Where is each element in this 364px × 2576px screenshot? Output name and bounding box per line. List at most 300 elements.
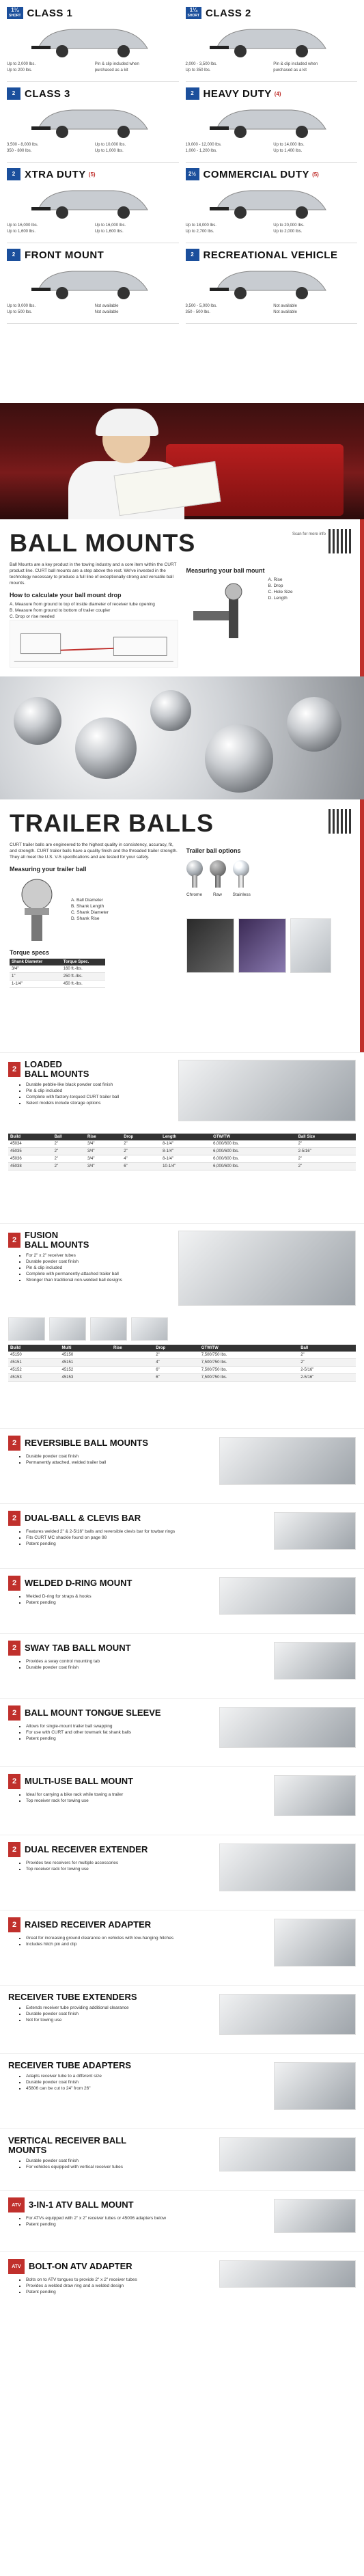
class-title: FRONT MOUNT — [25, 249, 104, 261]
feature-list — [26, 2073, 190, 2092]
receiver-size-badge: 2 — [8, 1062, 20, 1077]
feature-item: ▪ Top receiver rack for towing use — [26, 1798, 190, 1804]
drop-step-c: C. Drop or rise needed — [10, 614, 55, 619]
vehicle-icon — [203, 21, 339, 61]
spec-text: Not available — [273, 310, 297, 314]
spec-text: Pin & clip included when — [273, 62, 318, 66]
product-title: WELDED D-RING MOUNT — [25, 1578, 132, 1588]
hitch-class-card — [7, 247, 179, 324]
table-header: Build — [8, 1345, 60, 1352]
feature-list — [26, 1593, 190, 1606]
table-cell: 2-5/16" — [298, 1367, 356, 1374]
spec-text: purchased as a kit — [273, 68, 307, 72]
spec-text: 1,000 - 1,200 lbs. — [185, 149, 217, 153]
trailer-ball-diagram-icon — [10, 875, 64, 944]
class-title: RECREATIONAL VEHICLE — [203, 249, 338, 261]
feature-item: ▪ For ATVs equipped with 2" x 2" receiver tubes or 45006 adapters below — [26, 2215, 190, 2221]
class-title: CLASS 2 — [206, 7, 251, 19]
feature-item: ▪ Provides two receivers for multiple accessories — [26, 1860, 190, 1866]
product-photo — [219, 1707, 356, 1748]
table-cell — [111, 1367, 154, 1374]
hitch-class-card — [186, 247, 358, 324]
measure-mount-heading: Measuring your ball mount — [186, 567, 265, 574]
product-photo — [219, 1577, 356, 1615]
class-specs — [186, 142, 358, 154]
ball-packaging-photos — [186, 918, 355, 973]
class-subtitle: (5) — [312, 171, 319, 178]
trailer-balls-intro: CURT trailer balls are engineered to the highest quality in consistency, accuracy, fit, and strength. CURT trailer balls have a quality finish and the threaded trailer strength. They all meet the U.S. V-5 specifications and are tested for your safety. — [10, 842, 178, 860]
table-cell: 2" — [296, 1163, 356, 1170]
spec-text: Up to 500 lbs. — [7, 310, 33, 314]
table-row — [8, 1352, 356, 1359]
table-row — [10, 981, 105, 988]
feature-list — [26, 1453, 190, 1466]
spec-text: Up to 20,000 lbs. — [273, 223, 305, 228]
feature-item: ▪ Durable powder coat finish — [26, 2158, 190, 2164]
measure-key-b: B. Drop — [268, 584, 283, 588]
product-title: DUAL-BALL & CLEVIS BAR — [25, 1513, 141, 1523]
ball-option — [210, 860, 226, 898]
qr-code-icon[interactable] — [328, 809, 353, 834]
chrome-ball — [150, 690, 191, 731]
table-cell: 3/4" — [85, 1155, 122, 1163]
product-photo — [274, 1919, 356, 1967]
product-thumb — [90, 1317, 127, 1341]
raw-ball-icon — [210, 860, 226, 877]
feature-list — [26, 2277, 190, 2295]
product-photo — [219, 2137, 356, 2171]
product-title: VERTICAL RECEIVER BALL MOUNTS — [8, 2135, 126, 2155]
badge-size: 2½ — [188, 171, 197, 177]
vehicle-hitch-image — [186, 20, 358, 61]
class-title: HEAVY DUTY — [203, 87, 272, 100]
torque-header: Shank Diameter — [10, 959, 61, 965]
receiver-size-badge: 2 — [8, 1917, 20, 1932]
badge-size: 2 — [191, 90, 194, 96]
fusion-thumbs — [8, 1317, 356, 1341]
receiver-size-badge: 2 — [8, 1576, 20, 1591]
spec-text: Up to 1,600 lbs. — [7, 230, 36, 234]
product-photo — [219, 1844, 356, 1891]
feature-item: ▪ Includes hitch pin and clip — [26, 1941, 190, 1947]
ball-key-b: B. Shank Length — [71, 904, 104, 909]
table-cell: 250 ft.-lbs. — [61, 973, 105, 981]
product-section — [0, 2128, 364, 2190]
ball-mounts-title: BALL MOUNTS — [10, 529, 196, 557]
table-cell: 2" — [122, 1148, 160, 1155]
product-title: RECEIVER TUBE ADAPTERS — [8, 2060, 132, 2070]
product-section — [0, 1985, 364, 2053]
badge-sub: SHORT — [9, 14, 21, 18]
table-cell: 2" — [122, 1140, 160, 1148]
trailer-balls-section — [0, 799, 364, 1052]
product-photo — [219, 1994, 356, 2035]
product-section — [0, 1428, 364, 1503]
ball-option-label: Chrome — [186, 892, 203, 897]
fusion-spec-table — [8, 1345, 356, 1382]
feature-item: ▪ Durable powder coat finish — [26, 2011, 190, 2017]
product-title: RECEIVER TUBE EXTENDERS — [8, 1992, 137, 2002]
table-cell: 2" — [296, 1155, 356, 1163]
hitch-class-card — [7, 86, 179, 163]
receiver-size-badge — [7, 168, 20, 180]
class-title: COMMERCIAL DUTY — [203, 168, 310, 180]
receiver-size-badge: ATV — [8, 2259, 25, 2274]
section-edge-tab — [360, 799, 364, 1052]
feature-list — [26, 1723, 190, 1742]
table-header: Ball Size — [296, 1134, 356, 1140]
receiver-size-badge: ATV — [8, 2197, 25, 2212]
table-cell: 6,000/600 lbs. — [211, 1155, 296, 1163]
receiver-size-badge: 2 — [8, 1511, 20, 1526]
table-cell: 2" — [298, 1359, 356, 1367]
spec-text: 350 - 800 lbs. — [7, 149, 32, 153]
feature-item: ▪ Extends receiver tube providing additional clearance — [26, 2005, 190, 2011]
badge-size: 2 — [12, 171, 16, 177]
hitch-class-card — [186, 86, 358, 163]
torque-header: Torque Spec. — [61, 959, 105, 965]
chrome-ball — [205, 724, 273, 793]
table-cell: 160 ft.-lbs. — [61, 965, 105, 973]
ball-mounts-intro-text: Ball Mounts are a key product in the towing industry and a core item within the CURT product line. CURT ball mounts are a step above the rest. We've invested in the technology necessary to produce a full line of exceptionally strong and versatile ball mounts. — [10, 562, 177, 586]
table-cell: 3/4" — [85, 1140, 122, 1148]
table-header: Ball — [53, 1134, 85, 1140]
hitch-class-card — [7, 167, 179, 243]
loaded-spec-table — [8, 1134, 356, 1170]
chrome-ball — [287, 697, 341, 752]
feature-list — [26, 2158, 190, 2170]
table-header: GTW/TW — [211, 1134, 296, 1140]
feature-item: ▪ For use with CURT and other towmark fat shank balls — [26, 1729, 190, 1736]
feature-list — [26, 2005, 190, 2023]
spec-text: Up to 200 lbs. — [7, 68, 33, 72]
spec-text: Up to 10,000 lbs. — [94, 143, 126, 147]
receiver-size-badge — [186, 249, 199, 261]
product-title: REVERSIBLE BALL MOUNTS — [25, 1438, 149, 1448]
vehicle-hitch-image — [7, 262, 179, 303]
table-row — [8, 1148, 356, 1155]
feature-list — [26, 1529, 190, 1547]
feature-item: ▪ 45806 can be cut to 24" from 26" — [26, 2085, 190, 2092]
hero-photo — [0, 403, 364, 519]
feature-item: ▪ Fits CURT MC shackle found on page 98 — [26, 1535, 190, 1541]
feature-item: ▪ Complete with factory-torqued CURT trailer ball — [26, 1094, 356, 1100]
table-row — [10, 965, 105, 973]
spec-text: Up to 1,000 lbs. — [94, 149, 124, 153]
table-cell: 3/4" — [85, 1163, 122, 1170]
feature-list — [26, 1935, 190, 1947]
product-photo — [219, 1437, 356, 1485]
ball-option — [186, 860, 203, 898]
feature-item: ▪ Stronger than traditional non-welded ball designs — [26, 1277, 356, 1283]
table-row — [8, 1359, 356, 1367]
hitch-classes-grid — [0, 0, 364, 403]
product-section — [0, 2190, 364, 2251]
class-specs — [7, 61, 179, 74]
product-title: FUSION — [25, 1230, 59, 1240]
spec-text: Up to 1,600 lbs. — [94, 230, 124, 234]
table-cell: 6,000/600 lbs. — [211, 1140, 296, 1148]
table-header: Rise — [85, 1134, 122, 1140]
table-cell: 45034 — [8, 1140, 53, 1148]
spec-text: Up to 16,000 lbs. — [94, 223, 126, 228]
table-cell: 45151 — [60, 1359, 112, 1367]
measure-key-d: D. Length — [268, 596, 288, 601]
table-cell: 8-1/4" — [160, 1148, 211, 1155]
table-cell: 4" — [154, 1359, 199, 1367]
product-photo — [274, 2062, 356, 2110]
badge-size: 2 — [12, 251, 16, 258]
product-title: MULTI-USE BALL MOUNT — [25, 1776, 134, 1786]
hitch-class-card — [186, 5, 358, 82]
table-cell: 45150 — [60, 1352, 112, 1359]
table-cell: 3/4" — [85, 1148, 122, 1155]
vehicle-hitch-image — [7, 101, 179, 142]
spec-text: 10,000 - 12,000 lbs. — [185, 143, 222, 147]
table-header: GTW/TW — [199, 1345, 298, 1352]
fusion-ball-mounts — [0, 1223, 364, 1428]
product-title: 3-IN-1 ATV BALL MOUNT — [29, 2200, 134, 2210]
feature-item: ▪ For 2" x 2" receiver tubes — [26, 1252, 356, 1259]
product-section — [0, 1910, 364, 1985]
product-photo — [219, 2260, 356, 2288]
table-cell: 45153 — [8, 1374, 60, 1382]
table-cell: 2" — [53, 1148, 85, 1155]
feature-item: ▪ Complete with permanently-attached trailer ball — [26, 1271, 356, 1277]
spec-text: Up to 18,000 lbs. — [185, 223, 216, 228]
product-thumb — [49, 1317, 86, 1341]
receiver-size-badge — [7, 249, 20, 261]
feature-item: ▪ Durable powder coat finish — [26, 1664, 190, 1671]
product-section — [0, 1568, 364, 1633]
table-cell: 450 ft.-lbs. — [61, 981, 105, 988]
class-title: CLASS 3 — [25, 87, 70, 100]
chrome-ball — [75, 717, 137, 779]
table-cell: 2-5/16" — [298, 1374, 356, 1382]
ball-option-label: Raw — [212, 892, 222, 897]
product-section — [0, 1503, 364, 1568]
receiver-size-badge — [7, 7, 23, 19]
table-cell: 45150 — [8, 1352, 60, 1359]
table-cell: 7,500/750 lbs. — [199, 1374, 298, 1382]
product-title: LOADED — [25, 1059, 62, 1069]
spec-text: Up to 16,000 lbs. — [7, 223, 38, 228]
truck-trailer-diagram-icon — [10, 620, 178, 667]
feature-item: ▪ Select models include storage options — [26, 1100, 356, 1106]
badge-size: 1¼ — [189, 7, 197, 13]
drop-diagram — [10, 620, 178, 668]
spec-text: Up to 2,000 lbs. — [7, 62, 36, 66]
feature-item: ▪ Permanently attached, welded trailer ball — [26, 1460, 190, 1466]
feature-list — [26, 2215, 190, 2228]
table-cell: 6" — [122, 1163, 160, 1170]
vehicle-icon — [25, 182, 161, 222]
product-title: DUAL RECEIVER EXTENDER — [25, 1844, 148, 1854]
feature-item: ▪ Patent pending — [26, 2289, 190, 2295]
badge-size: 2 — [12, 90, 16, 96]
torque-heading: Torque specs — [10, 949, 49, 956]
vehicle-hitch-image — [7, 182, 179, 223]
table-cell: 7,500/750 lbs. — [199, 1359, 298, 1367]
class-subtitle: (5) — [88, 171, 96, 178]
table-cell: 4" — [122, 1155, 160, 1163]
ball-key-c: C. Shank Diameter — [71, 910, 109, 915]
spec-text: Up to 9,000 lbs. — [7, 304, 36, 308]
table-cell: 2-5/16" — [296, 1148, 356, 1155]
product-title: SWAY TAB BALL MOUNT — [25, 1643, 131, 1653]
vehicle-hitch-image — [186, 262, 358, 303]
spec-text: 3,500 - 5,000 lbs. — [185, 304, 217, 308]
feature-item: ▪ Patent pending — [26, 2221, 190, 2228]
badge-sub: SHORT — [187, 14, 199, 18]
table-row — [8, 1140, 356, 1148]
ball-option-label: Stainless — [232, 892, 251, 897]
class-specs — [186, 223, 358, 235]
table-cell: 45035 — [8, 1148, 53, 1155]
table-cell: 45152 — [8, 1367, 60, 1374]
vehicle-icon — [25, 263, 161, 303]
table-cell: 3/4" — [10, 965, 61, 973]
vehicle-hitch-image — [7, 20, 179, 61]
product-thumb — [8, 1317, 45, 1341]
table-row — [8, 1163, 356, 1170]
ball-mounts-intro — [0, 519, 364, 676]
table-cell: 8-1/4" — [160, 1140, 211, 1148]
class-specs — [186, 61, 358, 74]
feature-item: ▪ Top receiver rack for towing use — [26, 1866, 190, 1872]
ball-key-d: D. Shank Rise — [71, 916, 100, 921]
class-specs — [7, 142, 179, 154]
receiver-size-badge: 2 — [8, 1641, 20, 1656]
spec-text: Up to 2,700 lbs. — [185, 230, 214, 234]
feature-item: ▪ Pin & clip included — [26, 1088, 356, 1094]
receiver-size-badge — [186, 7, 202, 19]
table-cell: 2" — [53, 1140, 85, 1148]
product-photo — [274, 1512, 356, 1550]
trailer-balls-photo — [0, 676, 364, 799]
feature-item: ▪ Pin & clip included — [26, 1265, 356, 1271]
feature-item: ▪ Durable powder coat finish — [26, 2079, 190, 2085]
product-title: BALL MOUNTS — [25, 1069, 89, 1079]
feature-item: ▪ Durable pebble-like black powder coat finish — [26, 1082, 356, 1088]
product-photo — [274, 1642, 356, 1680]
loaded-ball-mounts — [0, 1052, 364, 1223]
hard-hat — [96, 409, 158, 436]
class-subtitle: (4) — [274, 90, 281, 97]
table-cell: 2" — [53, 1155, 85, 1163]
spec-text: Up to 1,400 lbs. — [273, 149, 303, 153]
drop-step-b: B. Measure from ground to bottom of trailer coupler — [10, 608, 111, 613]
spec-text: Pin & clip included when — [94, 62, 139, 66]
drop-calc-heading: How to calculate your ball mount drop — [10, 592, 122, 599]
ball-options — [186, 857, 355, 898]
receiver-size-badge: 2 — [8, 1774, 20, 1789]
table-row — [8, 1367, 356, 1374]
feature-item: ▪ Patent pending — [26, 1736, 190, 1742]
table-cell: 6,000/600 lbs. — [211, 1148, 296, 1155]
packaging-image — [186, 918, 234, 973]
table-header: Ball — [298, 1345, 356, 1352]
spec-text: purchased as a kit — [94, 68, 128, 72]
feature-item: ▪ Patent pending — [26, 1600, 190, 1606]
qr-code-icon[interactable] — [328, 529, 353, 553]
receiver-size-badge: 2 — [8, 1233, 20, 1248]
table-cell: 1-1/4" — [10, 981, 61, 988]
feature-item: ▪ Durable powder coat finish — [26, 1259, 356, 1265]
spec-text: Up to 350 lbs. — [185, 68, 211, 72]
spec-text: Up to 2,000 lbs. — [273, 230, 303, 234]
receiver-size-badge: 2 — [8, 1842, 20, 1857]
spec-text: Not available — [94, 310, 119, 314]
feature-item: ▪ Great for increasing ground clearance on vehicles with low-hanging hitches — [26, 1935, 190, 1941]
table-row — [10, 973, 105, 981]
feature-item: ▪ Provides a welded draw ring and a welded design — [26, 2283, 190, 2289]
receiver-size-badge — [186, 168, 199, 180]
class-title: CLASS 1 — [27, 7, 73, 19]
table-cell: 2" — [154, 1352, 199, 1359]
feature-list — [26, 1860, 190, 1872]
packaging-image — [238, 918, 286, 973]
product-list — [0, 1428, 364, 2306]
table-header: Multi — [60, 1345, 112, 1352]
product-thumb — [131, 1317, 168, 1341]
table-cell: 45038 — [8, 1163, 53, 1170]
product-section — [0, 1698, 364, 1766]
ball-options-heading: Trailer ball options — [186, 847, 241, 854]
table-cell: 45036 — [8, 1155, 53, 1163]
drop-step-a: A. Measure from ground to top of inside diameter of receiver tube opening — [10, 602, 155, 607]
table-cell — [111, 1352, 154, 1359]
feature-item: ▪ Ideal for carrying a bike rack while towing a trailer — [26, 1792, 190, 1798]
table-row — [8, 1374, 356, 1382]
class-specs — [7, 223, 179, 235]
feature-item: ▪ For vehicles equipped with vertical receiver tubes — [26, 2164, 190, 2170]
feature-item: ▪ Adapts receiver tube to a different size — [26, 2073, 190, 2079]
ball-key-a: A. Ball Diameter — [71, 898, 103, 903]
table-cell: 7,500/750 lbs. — [199, 1352, 298, 1359]
product-section — [0, 2053, 364, 2128]
receiver-size-badge — [7, 87, 20, 100]
table-cell: 45153 — [60, 1374, 112, 1382]
measure-key-a: A. Rise — [268, 577, 283, 582]
vehicle-hitch-image — [186, 101, 358, 142]
spec-text: Not available — [273, 304, 297, 308]
table-cell: 2" — [53, 1163, 85, 1170]
product-section — [0, 1633, 364, 1698]
table-cell: 2" — [296, 1140, 356, 1148]
loaded-mounts-photo — [178, 1060, 356, 1121]
section-edge-tab — [360, 519, 364, 676]
feature-list — [26, 1658, 190, 1671]
receiver-size-badge: 2 — [8, 1705, 20, 1721]
feature-item: ▪ Durable powder coat finish — [26, 1453, 190, 1460]
class-title: XTRA DUTY — [25, 168, 86, 180]
badge-size: 1¼ — [11, 7, 19, 13]
trailer-balls-title: TRAILER BALLS — [10, 809, 214, 837]
product-title: BALL MOUNTS — [25, 1239, 89, 1250]
feature-item: ▪ Patent pending — [26, 1541, 190, 1547]
ball-mount-diagram-icon — [186, 577, 262, 652]
table-header: Drop — [154, 1345, 199, 1352]
feature-item: ▪ Allows for single-mount trailer ball swapping — [26, 1723, 190, 1729]
table-cell: 1" — [10, 973, 61, 981]
table-cell — [111, 1359, 154, 1367]
class-specs — [7, 303, 179, 316]
stainless-ball-icon — [233, 860, 249, 877]
spec-text: Up to 14,000 lbs. — [273, 143, 305, 147]
qr-label: Scan for more info — [292, 532, 326, 536]
spec-text: 350 - 500 lbs. — [185, 310, 210, 314]
